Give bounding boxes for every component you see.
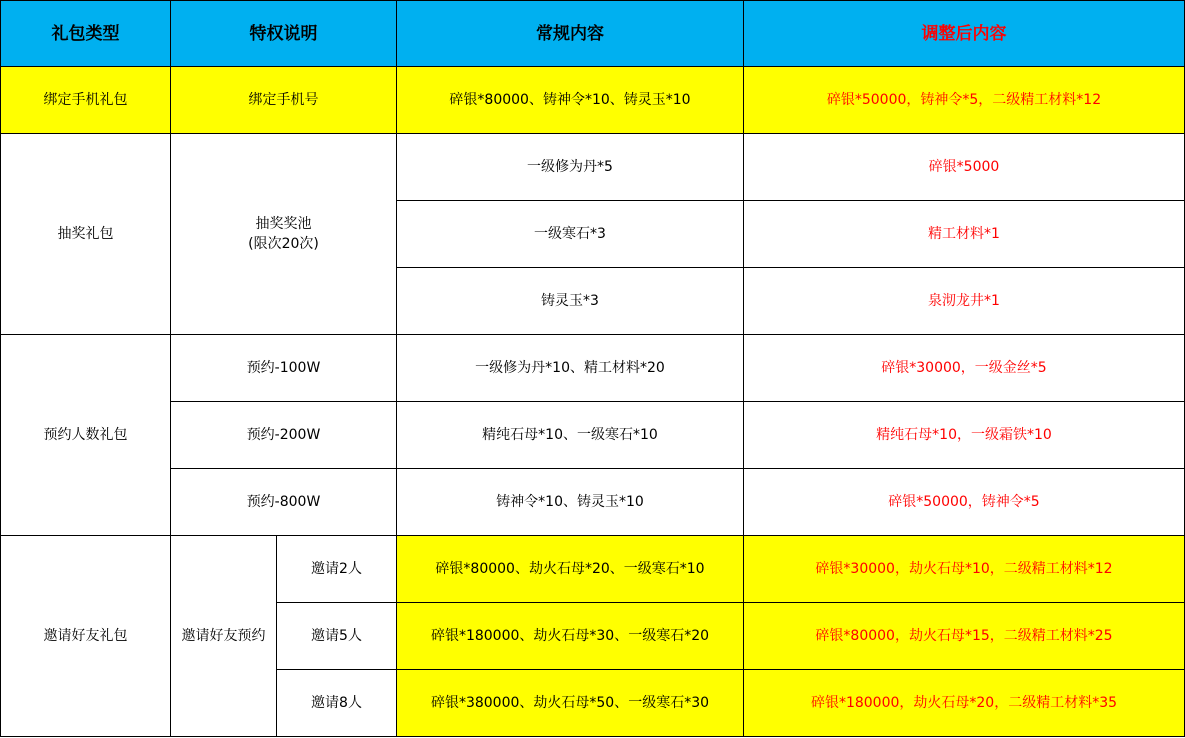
table-row (1, 335, 1185, 402)
privilege-cell: 绑定手机号 (171, 67, 397, 134)
adjusted-cell: 碎银*5000 (744, 134, 1185, 201)
privilege-cell: 预约-800W (171, 469, 397, 536)
type-cell: 预约人数礼包 (1, 335, 171, 536)
adjusted-cell: 碎银*80000，劫火石母*15，二级精工材料*25 (744, 603, 1185, 670)
regular-cell: 铸神令*10、铸灵玉*10 (397, 469, 744, 536)
sub-privilege-cell: 邀请2人 (277, 536, 397, 603)
privilege-cell: 预约-200W (171, 402, 397, 469)
regular-cell: 碎银*80000、铸神令*10、铸灵玉*10 (397, 67, 744, 134)
sub-privilege-cell: 邀请8人 (277, 670, 397, 737)
type-cell: 抽奖礼包 (1, 134, 171, 335)
header-type: 礼包类型 (1, 1, 171, 67)
table-row (1, 402, 1185, 469)
adjusted-cell: 碎银*180000，劫火石母*20，二级精工材料*35 (744, 670, 1185, 737)
adjusted-cell: 碎银*30000，劫火石母*10，二级精工材料*12 (744, 536, 1185, 603)
regular-cell: 碎银*380000、劫火石母*50、一级寒石*30 (397, 670, 744, 737)
table-row (1, 134, 1185, 201)
adjusted-cell: 精工材料*1 (744, 201, 1185, 268)
sub-privilege-cell: 邀请5人 (277, 603, 397, 670)
adjusted-cell: 碎银*50000，铸神令*5 (744, 469, 1185, 536)
regular-cell: 碎银*180000、劫火石母*30、一级寒石*20 (397, 603, 744, 670)
privilege-cell: 邀请好友预约 (171, 536, 277, 737)
header-regular: 常规内容 (397, 1, 744, 67)
privilege-cell: 预约-100W (171, 335, 397, 402)
regular-cell: 一级修为丹*5 (397, 134, 744, 201)
regular-cell: 铸灵玉*3 (397, 268, 744, 335)
type-cell: 绑定手机礼包 (1, 67, 171, 134)
privilege-line: 抽奖奖池 (255, 216, 312, 232)
adjusted-cell: 碎银*50000，铸神令*5，二级精工材料*12 (744, 67, 1185, 134)
regular-cell: 精纯石母*10、一级寒石*10 (397, 402, 744, 469)
regular-cell: 一级修为丹*10、精工材料*20 (397, 335, 744, 402)
adjusted-cell: 碎银*30000，一级金丝*5 (744, 335, 1185, 402)
type-cell: 邀请好友礼包 (1, 536, 171, 737)
table-row (1, 469, 1185, 536)
regular-cell: 碎银*80000、劫火石母*20、一级寒石*10 (397, 536, 744, 603)
header-privilege: 特权说明 (171, 1, 397, 67)
regular-cell: 一级寒石*3 (397, 201, 744, 268)
adjusted-cell: 泉沏龙井*1 (744, 268, 1185, 335)
privilege-line: (限次20次) (248, 236, 319, 252)
adjusted-cell: 精纯石母*10，一级霜铁*10 (744, 402, 1185, 469)
table-row (1, 67, 1185, 134)
header-adjusted: 调整后内容 (744, 1, 1185, 67)
header-row (1, 1, 1185, 67)
privilege-cell (171, 134, 397, 335)
table-row (1, 536, 1185, 603)
